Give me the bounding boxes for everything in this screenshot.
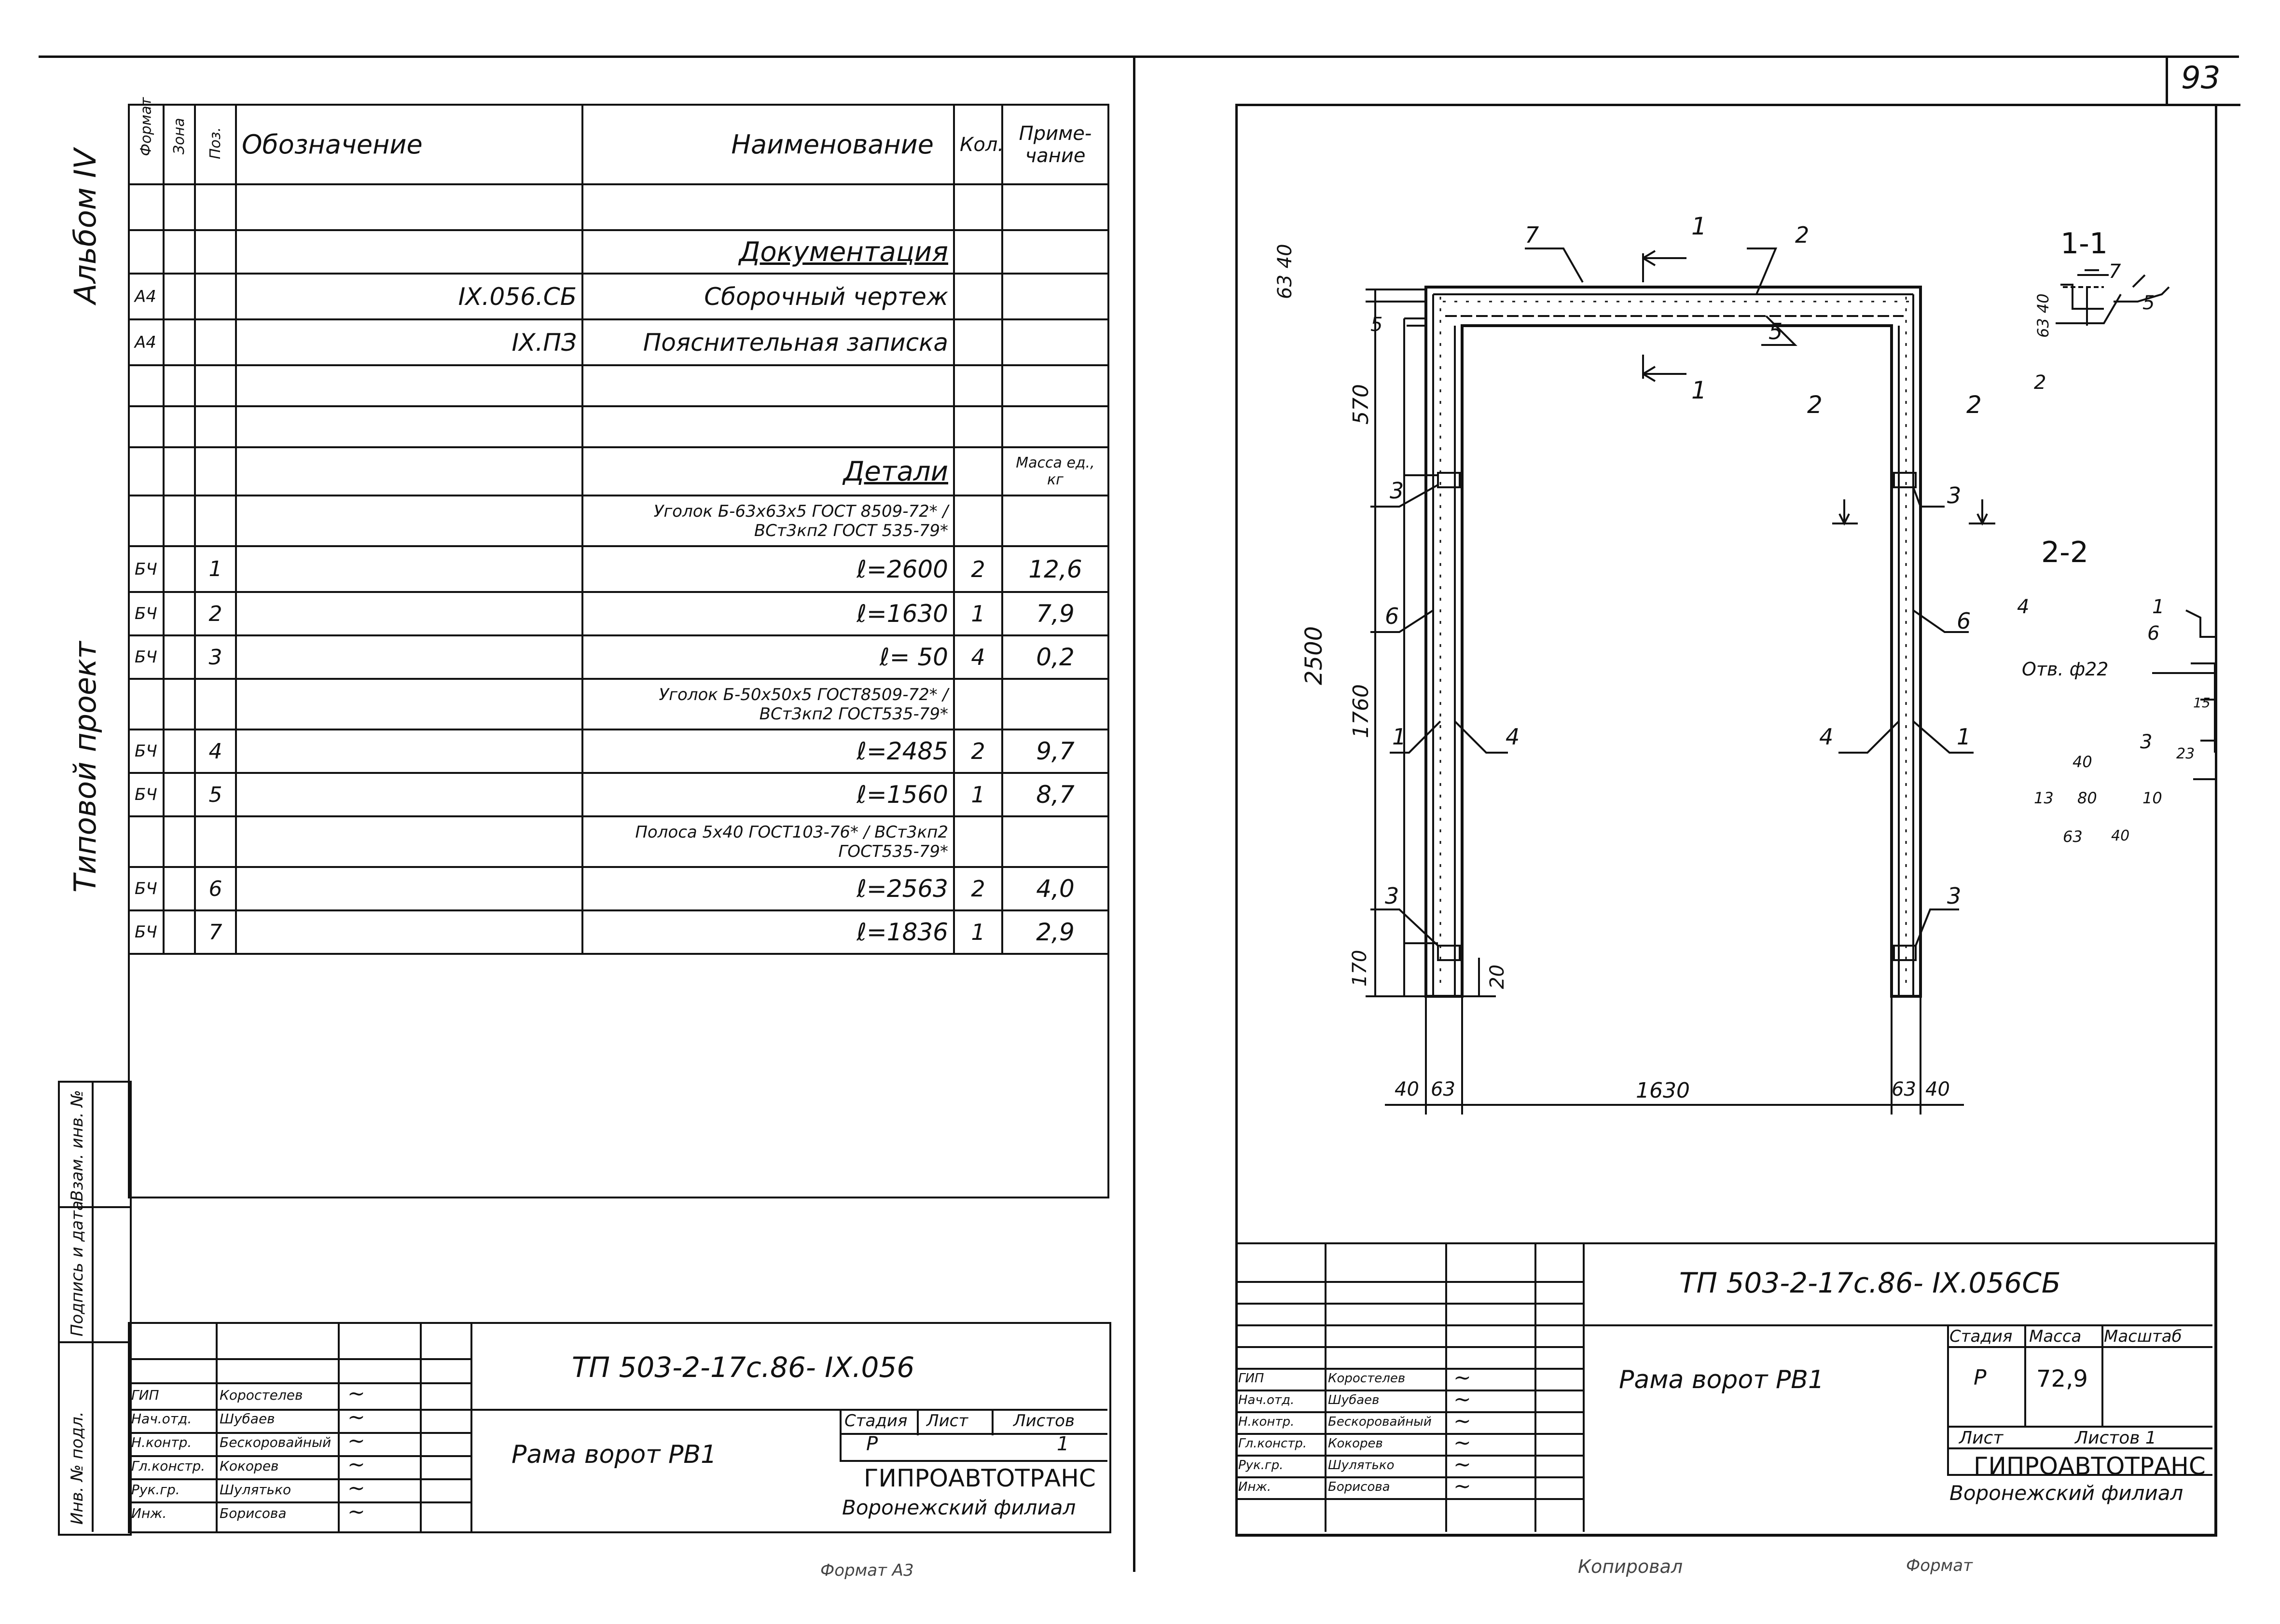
row-designation: [236, 910, 582, 954]
row-name: Детали: [582, 447, 954, 495]
callout-5-top: 5: [1769, 318, 1783, 344]
row-qty: [954, 816, 1002, 867]
row-zone: [164, 447, 195, 495]
stamp-role: Гл.констр.: [131, 1458, 206, 1474]
header-zone: Зона: [164, 105, 195, 184]
page-number: 93: [2181, 60, 2221, 96]
row-zone: [164, 867, 195, 910]
cut-2-label-left: 2: [1807, 391, 1823, 419]
row-note: [1002, 274, 1108, 319]
row-zone: [164, 910, 195, 954]
row-zone: [164, 592, 195, 635]
row-zone: [164, 274, 195, 319]
row-designation: [236, 546, 582, 592]
row-name: [582, 406, 954, 447]
header-format: Формат: [129, 105, 164, 184]
stamp-person-name: Бескоровайный: [220, 1434, 332, 1450]
binding-field-signature: Подпись и дата: [68, 1200, 87, 1336]
stamp-role: Нач.отд.: [1238, 1393, 1295, 1407]
row-pos: [195, 406, 236, 447]
stamp-person-name: Кокорев: [1328, 1436, 1383, 1451]
binding-field-inv: Инв. № подл.: [68, 1411, 87, 1525]
row-name: Документация: [582, 230, 954, 274]
row-designation: [236, 773, 582, 816]
row-designation: [236, 729, 582, 773]
row-zone: [164, 406, 195, 447]
stamp-person-name: Шубаев: [1328, 1393, 1380, 1407]
callout-3-right-lower: 3: [1947, 883, 1962, 909]
signature: ~: [347, 1429, 365, 1453]
left-stamp-org: ГИПРОАВТОТРАНС: [864, 1464, 1096, 1492]
stamp-role: Инж.: [1238, 1480, 1271, 1494]
right-stamp-branch: Воронежский филиал: [1949, 1481, 2183, 1505]
spec-row: [129, 274, 1108, 319]
row-designation: [236, 816, 582, 867]
callout-1-left: 1: [1392, 724, 1407, 750]
row-format: БЧ: [129, 635, 164, 679]
row-format: [129, 447, 164, 495]
row-zone: [164, 230, 195, 274]
row-pos: 6: [195, 867, 236, 910]
spec-row: [129, 184, 1108, 230]
cut-2-label-right: 2: [1966, 391, 1982, 419]
signature: ~: [347, 1405, 365, 1430]
row-note: [1002, 816, 1108, 867]
left-stamp-sheet-label: Лист: [926, 1411, 968, 1431]
dim-bottom-40-left: 40: [1395, 1078, 1419, 1101]
right-stamp-sheets-label: Листов 1: [2075, 1428, 2156, 1448]
section-1-1-title: 1-1: [2060, 227, 2108, 261]
row-qty: [954, 230, 1002, 274]
row-note: [1002, 495, 1108, 546]
left-stamp-code: ТП 503-2-17с.86- IX.056: [572, 1351, 915, 1384]
row-name: ℓ=1560: [582, 773, 954, 816]
spec-row: [129, 635, 1108, 679]
spec-row: [129, 729, 1108, 773]
row-designation: [236, 230, 582, 274]
row-name: ℓ=1836: [582, 910, 954, 954]
stamp-role: Рук.гр.: [131, 1482, 180, 1498]
s11-dim: 63 40: [2034, 293, 2052, 338]
callout-7-top: 7: [1525, 222, 1539, 248]
row-name: Сборочный чертеж: [582, 274, 954, 319]
row-designation: IX.ПЗ: [236, 319, 582, 365]
spec-row: [129, 495, 1108, 546]
row-zone: [164, 184, 195, 230]
header-note: Приме- чание: [1002, 105, 1108, 184]
row-note: Масса ед., кг: [1002, 447, 1108, 495]
stamp-person-name: Шубаев: [220, 1411, 275, 1427]
row-pos: [195, 274, 236, 319]
signature: ~: [1453, 1452, 1471, 1477]
header-name: Наименование: [582, 105, 954, 184]
row-designation: [236, 406, 582, 447]
right-stamp-scale-label: Масштаб: [2104, 1327, 2182, 1346]
row-qty: 2: [954, 867, 1002, 910]
stamp-person-name: Шулятько: [220, 1482, 291, 1498]
row-format: [129, 816, 164, 867]
stamp-person-name: Коростелев: [1328, 1371, 1406, 1386]
row-qty: 1: [954, 592, 1002, 635]
row-format: [129, 406, 164, 447]
row-name: ℓ= 50: [582, 635, 954, 679]
row-name: ℓ=1630: [582, 592, 954, 635]
s22-label-6: 6: [2147, 622, 2160, 645]
row-qty: [954, 679, 1002, 729]
stamp-person-name: Коростелев: [220, 1387, 303, 1403]
row-name: Уголок Б-50х50х5 ГОСТ8509-72* / ВСт3кп2 ГОСТ535-79*: [582, 679, 954, 729]
row-name: [582, 184, 954, 230]
row-zone: [164, 635, 195, 679]
album-label: Альбом IV: [68, 149, 103, 304]
row-pos: 5: [195, 773, 236, 816]
row-pos: 1: [195, 546, 236, 592]
header-designation: Обозначение: [236, 105, 582, 184]
stamp-person-name: Бескоровайный: [1328, 1415, 1432, 1429]
stamp-person-name: Борисова: [220, 1505, 287, 1521]
right-footer-copied: Копировал: [1578, 1556, 1683, 1577]
s22-dim-15: 15: [2193, 695, 2211, 711]
row-name: Уголок Б-63х63х5 ГОСТ 8509-72* / ВСт3кп2 ГОСТ 535-79*: [582, 495, 954, 546]
row-qty: [954, 274, 1002, 319]
spec-row: [129, 365, 1108, 406]
signature: ~: [1453, 1365, 1471, 1390]
spec-row: [129, 319, 1108, 365]
s22-dim-80: 80: [2077, 789, 2097, 807]
row-note: 12,6: [1002, 546, 1108, 592]
spec-row: [129, 867, 1108, 910]
signature: ~: [347, 1381, 365, 1406]
cut-1-label-bottom: 1: [1691, 376, 1707, 404]
spec-row: [129, 447, 1108, 495]
dim-1630: 1630: [1636, 1078, 1690, 1103]
row-pos: 2: [195, 592, 236, 635]
row-zone: [164, 729, 195, 773]
dim-bottom-40-right: 40: [1925, 1078, 1950, 1101]
row-qty: [954, 365, 1002, 406]
row-zone: [164, 495, 195, 546]
row-format: А4: [129, 274, 164, 319]
project-type-label: Типовой проект: [68, 641, 103, 893]
row-note: 8,7: [1002, 773, 1108, 816]
signature: ~: [1453, 1474, 1471, 1499]
row-qty: 1: [954, 773, 1002, 816]
row-note: [1002, 406, 1108, 447]
stamp-role: Инж.: [131, 1505, 167, 1521]
right-stamp-mass-label: Масса: [2029, 1327, 2082, 1346]
row-note: 7,9: [1002, 592, 1108, 635]
row-qty: 1: [954, 910, 1002, 954]
callout-3-right-upper: 3: [1947, 482, 1962, 509]
spec-row: [129, 773, 1108, 816]
row-designation: [236, 447, 582, 495]
row-qty: [954, 406, 1002, 447]
signature: ~: [347, 1500, 365, 1524]
right-footer-format: Формат: [1906, 1556, 1973, 1575]
right-stamp-sheet-label: Лист: [1959, 1428, 2004, 1448]
dim-20: 20: [1486, 964, 1508, 989]
signature: ~: [1453, 1409, 1471, 1433]
left-footer-format: Формат А3: [820, 1561, 914, 1580]
row-format: БЧ: [129, 867, 164, 910]
left-stamp-stage-label: Стадия: [844, 1411, 908, 1431]
row-pos: [195, 447, 236, 495]
row-pos: 7: [195, 910, 236, 954]
s11-label-2: 2: [2034, 372, 2046, 394]
row-note: [1002, 184, 1108, 230]
row-format: [129, 679, 164, 729]
row-note: 2,9: [1002, 910, 1108, 954]
row-format: БЧ: [129, 592, 164, 635]
row-pos: [195, 319, 236, 365]
spec-row: [129, 679, 1108, 729]
row-format: БЧ: [129, 910, 164, 954]
binding-field-replaced: Взам. инв. №: [68, 1090, 87, 1201]
row-qty: [954, 184, 1002, 230]
s22-label-3: 3: [2140, 731, 2153, 753]
left-stamp-branch: Воронежский филиал: [842, 1496, 1076, 1519]
row-designation: [236, 365, 582, 406]
row-name: [582, 365, 954, 406]
right-stamp-mass: 72,9: [2036, 1365, 2088, 1392]
section-2-2-title: 2-2: [2041, 536, 2088, 569]
s11-label-5: 5: [2142, 292, 2155, 314]
row-zone: [164, 365, 195, 406]
header-qty: Кол.: [954, 105, 1002, 184]
dim-2500: 2500: [1300, 626, 1327, 685]
row-designation: [236, 184, 582, 230]
row-format: БЧ: [129, 773, 164, 816]
row-pos: [195, 495, 236, 546]
stamp-role: Гл.констр.: [1238, 1436, 1307, 1451]
top-rule: [39, 55, 2239, 58]
row-format: А4: [129, 319, 164, 365]
left-stamp-sheets-label: Листов: [1013, 1411, 1075, 1431]
row-designation: IX.056.СБ: [236, 274, 582, 319]
row-designation: [236, 495, 582, 546]
right-stamp-title: Рама ворот РВ1: [1619, 1365, 1824, 1394]
row-zone: [164, 773, 195, 816]
row-pos: 3: [195, 635, 236, 679]
row-zone: [164, 679, 195, 729]
row-note: 4,0: [1002, 867, 1108, 910]
stamp-role: ГИП: [1238, 1371, 1264, 1386]
row-name: ℓ=2600: [582, 546, 954, 592]
callout-6-right: 6: [1957, 608, 1971, 634]
stamp-person-name: Шулятько: [1328, 1458, 1395, 1473]
row-designation: [236, 867, 582, 910]
spec-row: [129, 816, 1108, 867]
row-format: БЧ: [129, 546, 164, 592]
row-qty: 2: [954, 546, 1002, 592]
row-name: Полоса 5х40 ГОСТ103-76* / ВСт3кп2 ГОСТ535-79*: [582, 816, 954, 867]
row-pos: [195, 184, 236, 230]
row-pos: [195, 816, 236, 867]
row-pos: 4: [195, 729, 236, 773]
row-designation: [236, 592, 582, 635]
s22-dim-10: 10: [2142, 789, 2162, 807]
row-format: [129, 230, 164, 274]
row-format: [129, 495, 164, 546]
s22-label-4: 4: [2017, 596, 2030, 618]
spec-row: [129, 406, 1108, 447]
s11-label-7: 7: [2109, 261, 2121, 283]
center-divider: [1133, 57, 1135, 1572]
signature: ~: [1453, 1387, 1471, 1412]
signature: ~: [347, 1476, 365, 1500]
row-qty: 2: [954, 729, 1002, 773]
row-zone: [164, 546, 195, 592]
row-designation: [236, 635, 582, 679]
row-format: [129, 365, 164, 406]
dim-bottom-63-left: 63: [1431, 1078, 1455, 1101]
header-pos: Поз.: [195, 105, 236, 184]
row-note: [1002, 365, 1108, 406]
row-pos: [195, 679, 236, 729]
stamp-role: Н.контр.: [131, 1434, 192, 1450]
row-qty: [954, 319, 1002, 365]
signature: ~: [1453, 1431, 1471, 1455]
callout-4-right: 4: [1819, 724, 1834, 750]
specification-table: [128, 97, 1109, 1198]
row-format: БЧ: [129, 729, 164, 773]
row-zone: [164, 816, 195, 867]
right-stamp-stage-label: Стадия: [1949, 1327, 2013, 1346]
row-qty: [954, 495, 1002, 546]
stamp-role: Рук.гр.: [1238, 1458, 1284, 1473]
row-note: 0,2: [1002, 635, 1108, 679]
row-name: ℓ=2563: [582, 867, 954, 910]
row-note: 9,7: [1002, 729, 1108, 773]
row-format: [129, 184, 164, 230]
s22-dim-63: 63: [2063, 827, 2083, 846]
left-stamp-sheets: 1: [1057, 1433, 1069, 1455]
callout-2-top: 2: [1795, 222, 1810, 248]
row-qty: 4: [954, 635, 1002, 679]
dim-5: 5: [1370, 314, 1383, 336]
right-stamp-code: ТП 503-2-17с.86- IX.056СБ: [1679, 1266, 2061, 1299]
cut-1-label-top: 1: [1691, 212, 1707, 240]
left-stamp-stage: Р: [866, 1433, 878, 1455]
s22-dim-23: 23: [2176, 745, 2195, 762]
stamp-person-name: Кокорев: [220, 1458, 279, 1474]
row-note: [1002, 679, 1108, 729]
row-zone: [164, 319, 195, 365]
spec-row: [129, 230, 1108, 274]
row-note: [1002, 319, 1108, 365]
right-stamp-stage: Р: [1974, 1365, 1987, 1390]
row-name: ℓ=2485: [582, 729, 954, 773]
stamp-role: ГИП: [131, 1387, 159, 1403]
dim-170: 170: [1349, 950, 1371, 987]
callout-3-left-upper: 3: [1390, 478, 1404, 504]
row-note: [1002, 230, 1108, 274]
stamp-person-name: Борисова: [1328, 1480, 1390, 1494]
callout-3-left-lower: 3: [1385, 883, 1399, 909]
left-stamp-title: Рама ворот РВ1: [511, 1440, 717, 1469]
callout-6-left: 6: [1385, 603, 1399, 629]
dim-570: 570: [1349, 384, 1373, 425]
dim-1760: 1760: [1349, 684, 1373, 738]
callout-4-left: 4: [1506, 724, 1520, 750]
signature: ~: [347, 1452, 365, 1477]
row-qty: [954, 447, 1002, 495]
stamp-role: Нач.отд.: [131, 1411, 192, 1427]
callout-1-right: 1: [1957, 724, 1971, 750]
s22-label-1: 1: [2152, 596, 2165, 618]
s22-dim-13: 13: [2034, 789, 2054, 807]
spec-row: [129, 546, 1108, 592]
dim-bottom-63-right: 63: [1892, 1078, 1916, 1101]
s22-dim-40: 40: [2073, 753, 2092, 771]
row-pos: [195, 365, 236, 406]
spec-empty-area: [129, 954, 1108, 1197]
row-name: Пояснительная записка: [582, 319, 954, 365]
stamp-role: Н.контр.: [1238, 1415, 1295, 1429]
s22-hole: Отв. ф22: [2022, 659, 2109, 680]
dim-top-63-40: 63 40: [1274, 244, 1296, 299]
row-pos: [195, 230, 236, 274]
row-designation: [236, 679, 582, 729]
s22-dim-40b: 40: [2111, 827, 2130, 844]
right-stamp-org: ГИПРОАВТОТРАНС: [1974, 1452, 2206, 1480]
spec-row: [129, 592, 1108, 635]
spec-row: [129, 910, 1108, 954]
